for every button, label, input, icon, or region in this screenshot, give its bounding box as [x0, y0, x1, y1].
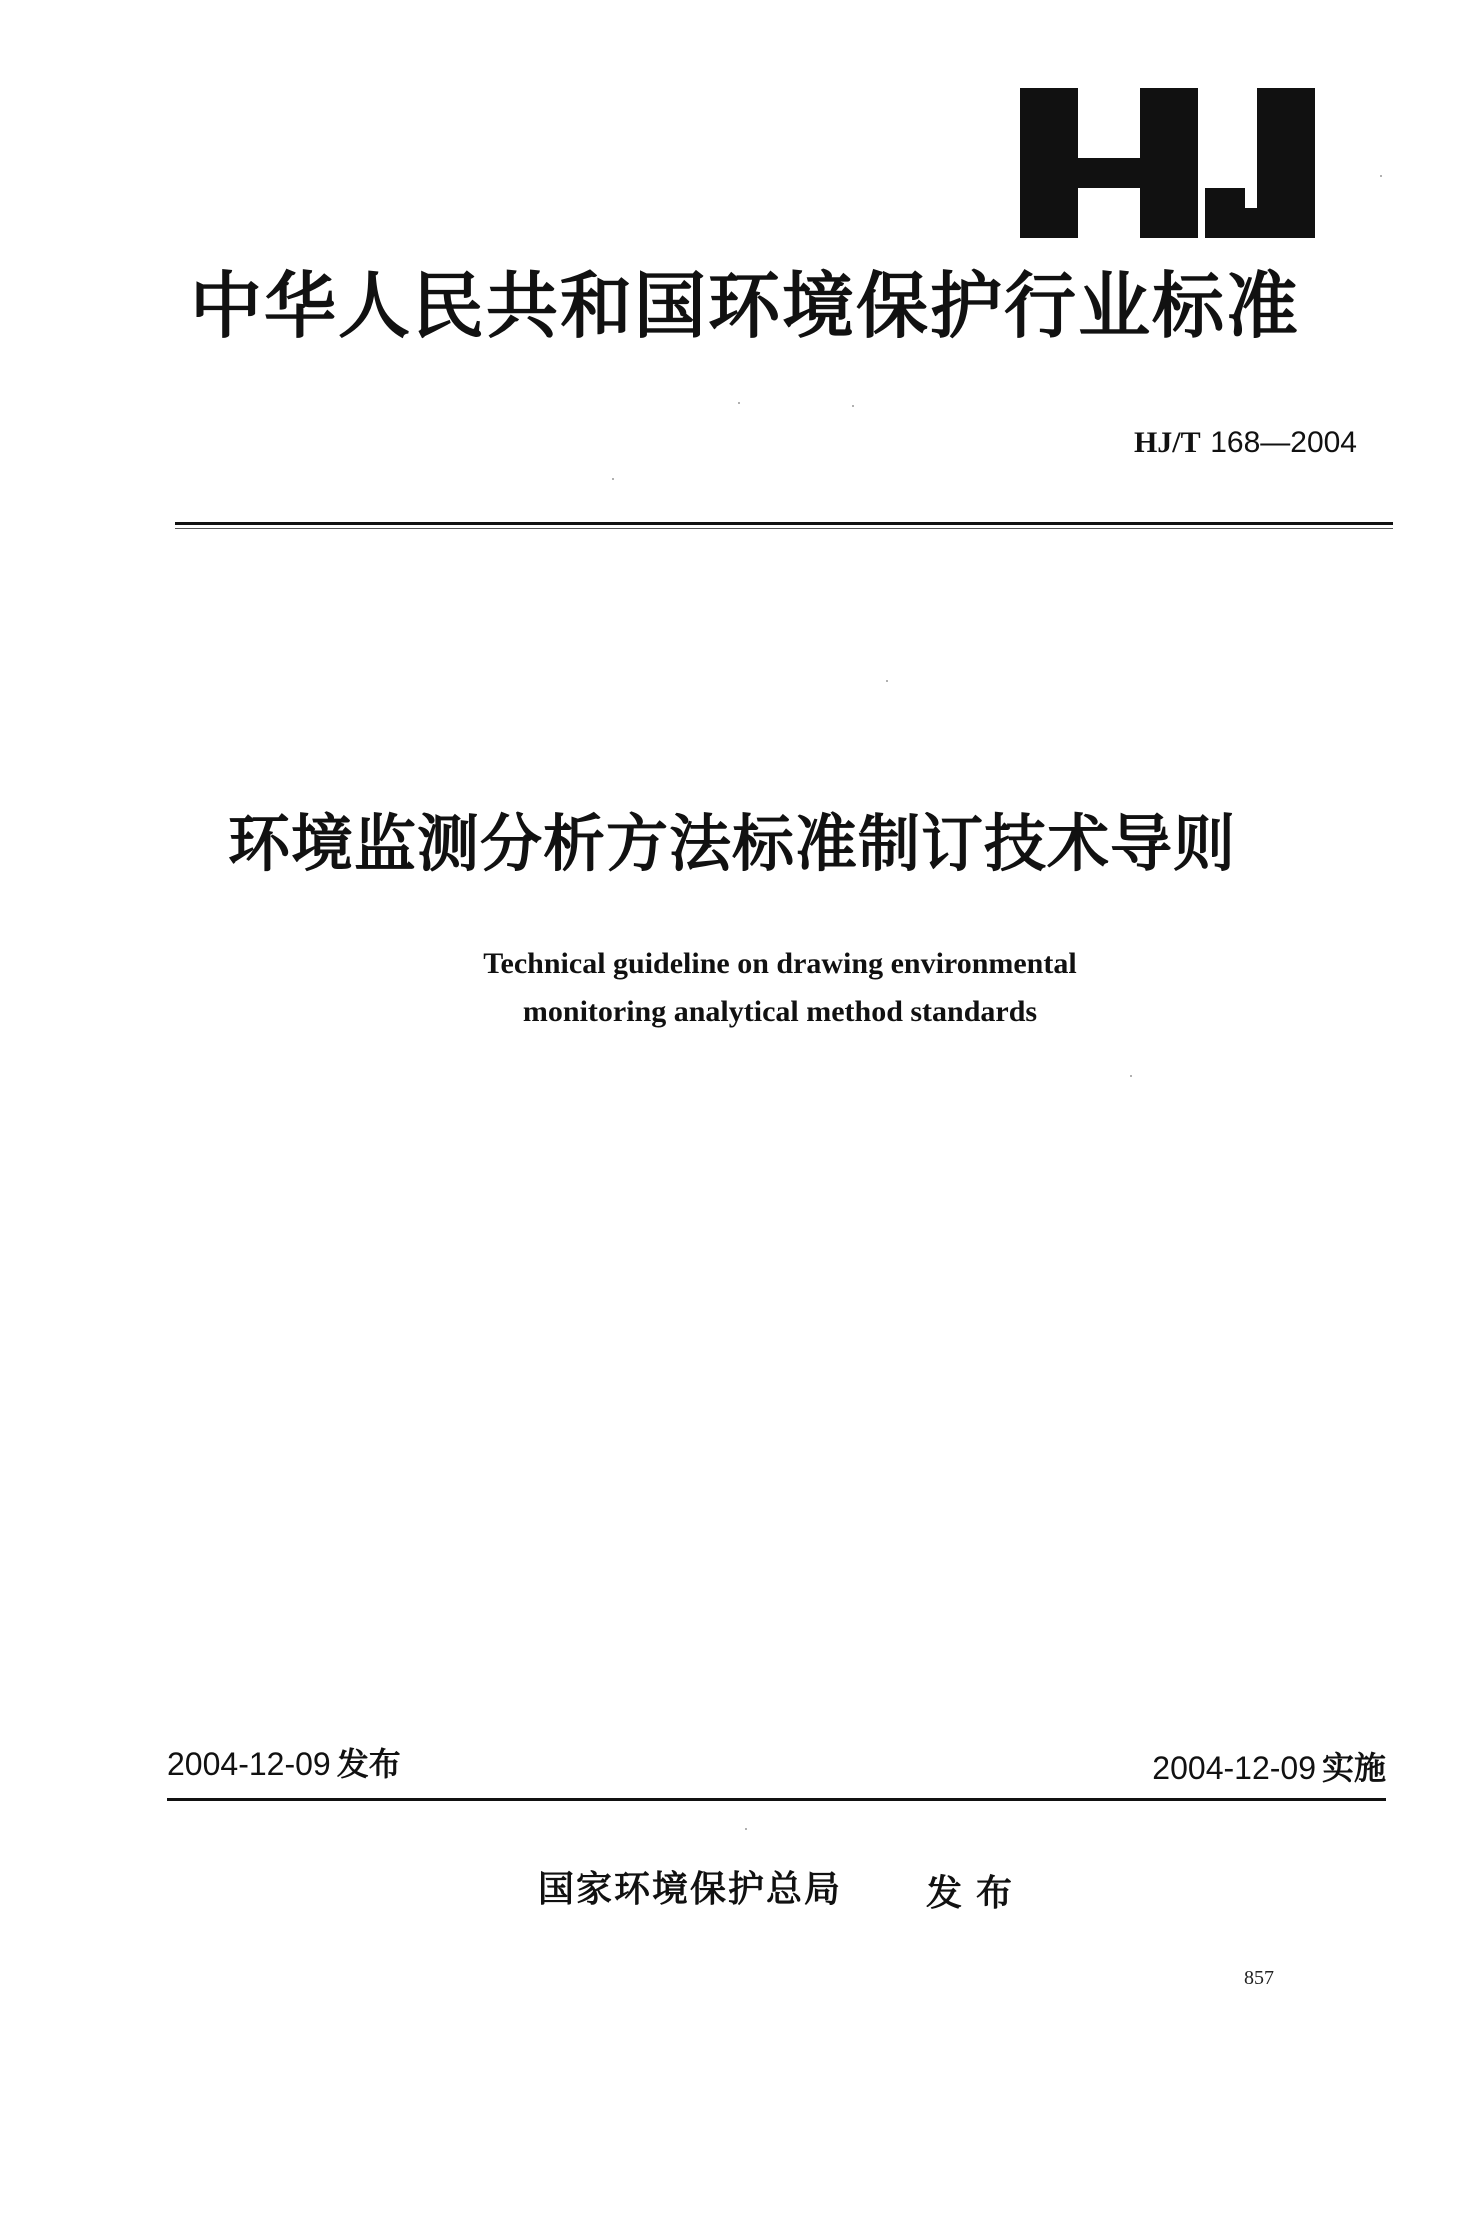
english-title-line-1: Technical guideline on drawing environmental	[483, 947, 1077, 980]
document-title-english	[380, 940, 1180, 1036]
english-title-line-2: monitoring analytical method standards	[522, 995, 1038, 1028]
scan-speck	[612, 478, 614, 480]
hj-logo-icon	[1020, 88, 1315, 238]
header-rule	[175, 522, 1393, 525]
issue-date-label: 发布	[336, 1745, 401, 1783]
page-number: 857	[1244, 1967, 1274, 1989]
document-title-chinese: 环境监测分析方法标准制订技术导则	[228, 807, 1237, 880]
implementation-date-label: 实施	[1321, 1749, 1386, 1787]
scan-speck	[852, 405, 854, 407]
header-rule-thin	[175, 528, 1393, 529]
scan-speck	[1380, 175, 1382, 177]
issue-date	[167, 1745, 401, 1783]
standard-number-prefix: HJ/T	[1133, 426, 1201, 459]
standard-number-code: 168—2004	[1210, 426, 1357, 459]
issue-date-value: 2004-12-09	[167, 1746, 331, 1782]
agency-title: 中华人民共和国环境保护行业标准	[190, 264, 1301, 348]
scan-speck	[738, 402, 740, 404]
publish-label: 发布	[926, 1873, 1027, 1914]
publisher-name: 国家环境保护总局	[538, 1869, 843, 1910]
implementation-date-value: 2004-12-09	[1152, 1750, 1316, 1786]
hj-logo	[1020, 88, 1315, 238]
standard-number	[1134, 428, 1357, 458]
scan-speck	[1130, 1075, 1132, 1077]
scan-speck	[745, 1828, 747, 1830]
scan-speck	[886, 680, 888, 682]
implementation-date	[1152, 1749, 1386, 1787]
dates-rule	[167, 1798, 1386, 1801]
